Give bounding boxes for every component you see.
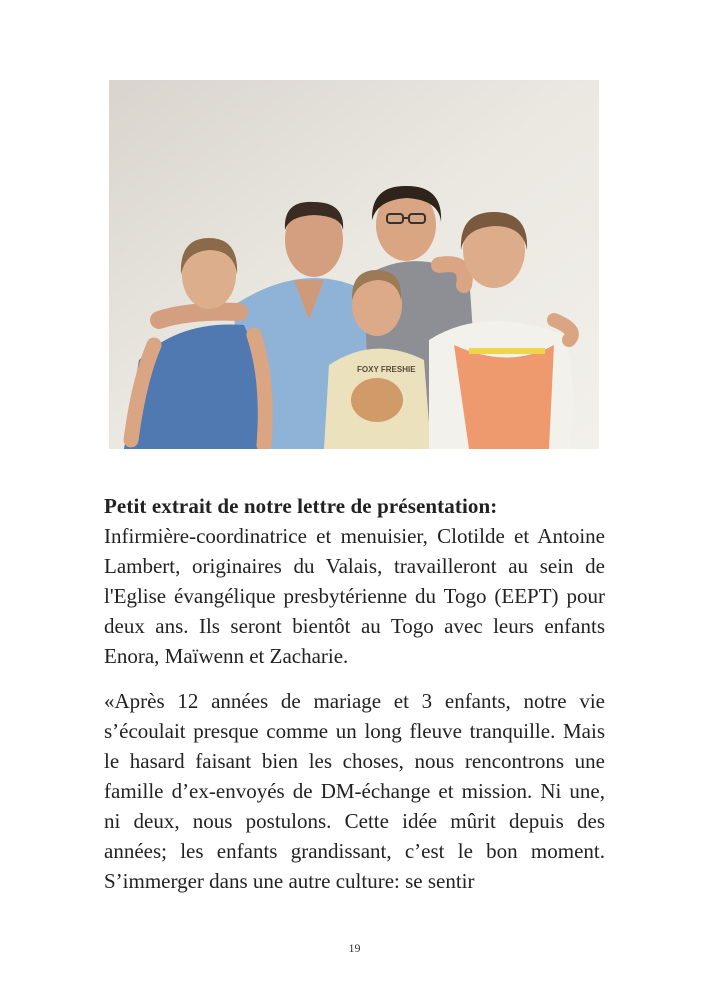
intro-paragraph: Infirmière-coordinatrice et menuisier, Clotilde et Antoine Lambert, originaires du Valais, travailleront au sein de l'Eglise évangélique presbytérienne du Togo (EEPT) pour deux ans. Ils seront bientôt au Togo avec leurs enfants Enora, Maïwenn et Zacharie. [104,524,605,668]
article-text [104,491,605,896]
family-photo [109,80,599,449]
shirt-print-text: FOXY FRESHIE [357,365,416,374]
quote-paragraph: «Après 12 années de mariage et 3 enfants, notre vie s’écoulait presque comme un long fleuve tranquille. Mais le hasard faisant bien les choses, nous rencontrons une famille d’ex-envoyés de DM-échange et mission. Ni une, ni deux, nous postulons. Cette idée mûrit depuis des années; les enfants grandissant, c’est le bon moment. S’immerger dans une autre culture: se sentir [104,689,605,893]
article-heading: Petit extrait de notre lettre de présentation: [104,494,498,518]
page-number: 19 [348,941,361,955]
family-photo-illustration [109,80,599,449]
